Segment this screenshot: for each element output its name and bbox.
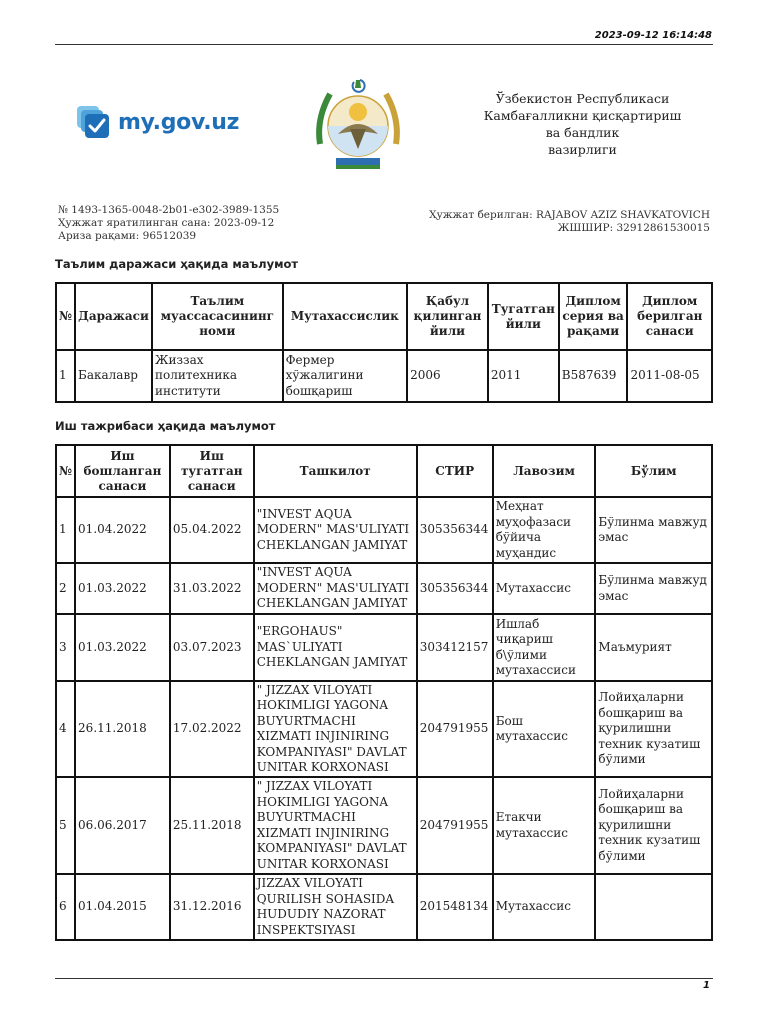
- column-header: Диплом берилган санаси: [627, 283, 712, 350]
- table-cell: 6: [56, 874, 75, 940]
- column-header: №: [56, 283, 75, 350]
- table-cell: Ишлаб чиқариш б\ўлими мутахассиси: [493, 614, 596, 681]
- work-experience-table: [55, 444, 713, 941]
- table-row: [56, 777, 712, 874]
- table-cell: 06.06.2017: [75, 777, 170, 874]
- table-row: [56, 497, 712, 563]
- table-cell: " JIZZAX VILOYATI HOKIMLIGI YAGONA BUYURTMACHI XIZMATI INJINIRING KOMPANIYASI" DAVLAT UNITAR KORXONASI: [254, 777, 417, 874]
- table-cell: 4: [56, 681, 75, 777]
- ministry-line: Камбағалликни қисқартириш: [483, 108, 682, 123]
- table-cell: 17.02.2022: [170, 681, 254, 777]
- table-cell: B587639: [559, 350, 628, 402]
- table-cell: Лойиҳаларни бошқариш ва қурилишни техник кузатиш бўлими: [595, 681, 712, 777]
- table-row: [56, 874, 712, 940]
- table-cell: Етакчи мутахассис: [493, 777, 596, 874]
- column-header: Қабул қилинган йили: [407, 283, 488, 350]
- work-section-title: Иш тажрибаси ҳақида маълумот: [55, 419, 276, 433]
- issued-to-block: [429, 209, 710, 235]
- column-header: Мутахассислик: [283, 283, 408, 350]
- application-number: Ариза рақами: 96512039: [58, 230, 197, 242]
- column-header: СТИР: [417, 445, 493, 497]
- table-cell: Мутахассис: [493, 874, 596, 940]
- state-emblem-icon: [308, 74, 408, 174]
- table-cell: 26.11.2018: [75, 681, 170, 777]
- table-cell: 204791955: [417, 681, 493, 777]
- table-cell: Бош мутахассис: [493, 681, 596, 777]
- table-cell: " JIZZAX VILOYATI HOKIMLIGI YAGONA BUYURTMACHI XIZMATI INJINIRING KOMPANIYASI" DAVLAT UNITAR KORXONASI: [254, 681, 417, 777]
- table-cell: 01.03.2022: [75, 614, 170, 681]
- table-cell: Мутахассис: [493, 563, 596, 614]
- table-row: [56, 350, 712, 402]
- table-cell: 2011: [488, 350, 559, 402]
- mygov-logo-icon: [76, 104, 112, 140]
- table-cell: Бўлинма мавжуд эмас: [595, 563, 712, 614]
- table-cell: Меҳнат муҳофазаси бўйича муҳандис: [493, 497, 596, 563]
- column-header: Иш бошланган санаси: [75, 445, 170, 497]
- jshshir: ЖШШИР: 32912861530015: [557, 222, 710, 234]
- table-cell: 05.04.2022: [170, 497, 254, 563]
- page-number: 1: [703, 980, 710, 991]
- table-row: [56, 681, 712, 777]
- table-cell: 201548134: [417, 874, 493, 940]
- table-cell: "ERGOHAUS" MAS`ULIYATI CHEKLANGAN JAMIYAT: [254, 614, 417, 681]
- document-meta: [58, 204, 279, 243]
- table-cell: Жиззах политехника институти: [152, 350, 283, 402]
- column-header: Диплом серия ва рақами: [559, 283, 628, 350]
- table-cell: 2: [56, 563, 75, 614]
- table-cell: 31.12.2016: [170, 874, 254, 940]
- mygov-logo: [76, 104, 239, 140]
- column-header: №: [56, 445, 75, 497]
- table-cell: 305356344: [417, 563, 493, 614]
- table-cell: [595, 874, 712, 940]
- ministry-line: Ўзбекистон Республикаси: [495, 91, 670, 106]
- table-cell: 01.04.2015: [75, 874, 170, 940]
- footer-rule: [55, 978, 713, 979]
- table-cell: 5: [56, 777, 75, 874]
- column-header: Таълим муассасасининг номи: [152, 283, 283, 350]
- table-header-row: [56, 283, 712, 350]
- issued-to: Ҳужжат берилган: RAJABOV AZIZ SHAVKATOVICH: [429, 209, 710, 221]
- table-cell: 204791955: [417, 777, 493, 874]
- table-cell: 2011-08-05: [627, 350, 712, 402]
- education-table: [55, 282, 713, 403]
- table-row: [56, 563, 712, 614]
- document-created: Ҳужжат яратилинган сана: 2023-09-12: [58, 217, 275, 229]
- table-cell: 03.07.2023: [170, 614, 254, 681]
- table-cell: 01.04.2022: [75, 497, 170, 563]
- table-cell: Фермер хўжалигини бошқариш: [283, 350, 408, 402]
- table-cell: 01.03.2022: [75, 563, 170, 614]
- table-cell: 1: [56, 497, 75, 563]
- table-cell: Лойиҳаларни бошқариш ва қурилишни техник кузатиш бўлими: [595, 777, 712, 874]
- table-cell: Бакалавр: [75, 350, 152, 402]
- ministry-name: [470, 90, 695, 158]
- table-cell: Бўлинма мавжуд эмас: [595, 497, 712, 563]
- table-cell: "INVEST AQUA MODERN" MAS'ULIYATI CHEKLANGAN JAMIYAT: [254, 563, 417, 614]
- table-cell: 305356344: [417, 497, 493, 563]
- table-cell: 2006: [407, 350, 488, 402]
- table-cell: 303412157: [417, 614, 493, 681]
- column-header: Тугатган йили: [488, 283, 559, 350]
- ministry-line: ва бандлик: [545, 125, 620, 140]
- table-cell: "INVEST AQUA MODERN" MAS'ULIYATI CHEKLANGAN JAMIYAT: [254, 497, 417, 563]
- document-number: № 1493-1365-0048-2b01-e302-3989-1355: [58, 204, 280, 216]
- table-cell: 1: [56, 350, 75, 402]
- column-header: Даражаси: [75, 283, 152, 350]
- table-cell: 3: [56, 614, 75, 681]
- column-header: Ташкилот: [254, 445, 417, 497]
- column-header: Бўлим: [595, 445, 712, 497]
- table-cell: 25.11.2018: [170, 777, 254, 874]
- education-section-title: Таълим даражаси ҳақида маълумот: [55, 257, 299, 271]
- column-header: Иш тугатган санаси: [170, 445, 254, 497]
- table-row: [56, 614, 712, 681]
- table-cell: JIZZAX VILOYATI QURILISH SOHASIDA HUDUDIY NAZORAT INSPEKTSIYASI: [254, 874, 417, 940]
- table-cell: 31.03.2022: [170, 563, 254, 614]
- table-header-row: [56, 445, 712, 497]
- logo-text: my.gov.uz: [118, 109, 240, 135]
- header-rule: [55, 44, 713, 45]
- column-header: Лавозим: [493, 445, 596, 497]
- timestamp: 2023-09-12 16:14:48: [594, 30, 712, 41]
- ministry-line: вазирлиги: [548, 142, 617, 157]
- table-cell: Маъмурият: [595, 614, 712, 681]
